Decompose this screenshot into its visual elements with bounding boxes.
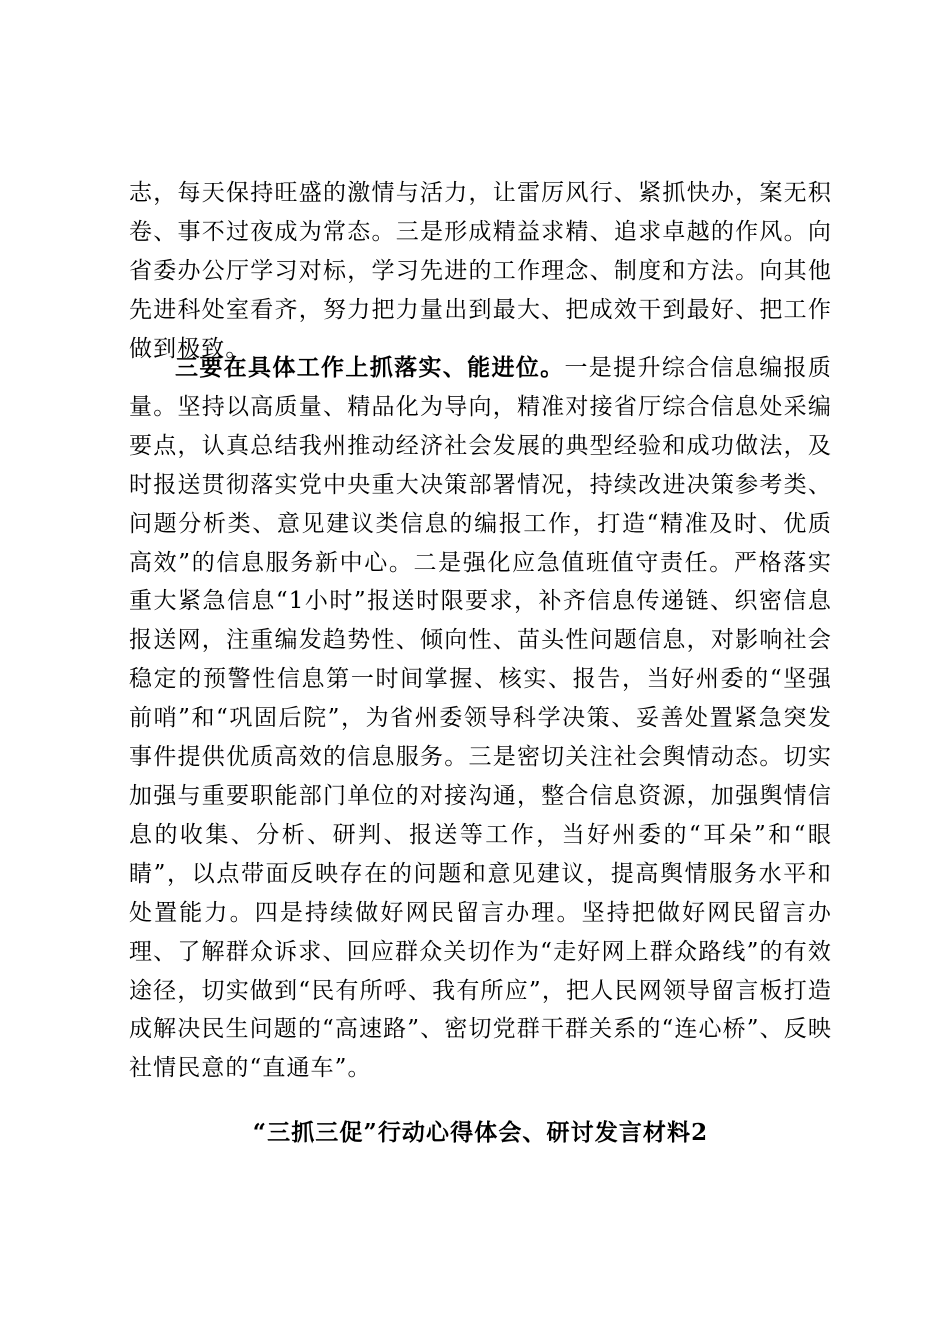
paragraph-lead-sentence: 三要在具体工作上抓落实、能进位。 (175, 354, 565, 381)
paragraph-body-text: 一是提升综合信息编报质量。坚持以高质量、精品化为导向，精准对接省厅综合信息处采编要点，认真总结我州推动经济社会发展的典型经验和成功做法，及时报送贯彻落实党中央重大决策部署情况，持续改进决策参考类、问题分析类、意见建议类信息的编报工作，打造“精准及时、优质高效”的信息服务新中心。二是强化应急值班值守责任。严格落实重大紧急信息“1小时”报送时限要求，补齐信息传递链、织密信息报送网，注重编发趋势性、倾向性、苗头性问题信息，对影响社会稳定的预警性信息第一时间掌握、核实、报告，当好州委的“坚强前哨”和“巩固后院”，为省州委领导科学决策、妥善处置紧急突发事件提供优质高效的信息服务。三是密切关注社会舆情动态。切实加强与重要职能部门单位的对接沟通，整合信息资源，加强舆情信息的收集、分析、研判、报送等工作，当好州委的“耳朵”和“眼睛”，以点带面反映存在的问题和意见建议，提高舆情服务水平和处置能力。四是持续做好网民留言办理。坚持把做好网民留言办理、了解群众诉求、回应群众关切作为“走好网上群众路线”的有效途径，切实做到“民有所呼、我有所应”，把人民网领导留言板打造成解决民生问题的“高速路”、密切党群干群关系的“连心桥”、反映社情民意的“直通车”。 (129, 355, 832, 1082)
body-paragraph-2 (129, 349, 832, 1088)
section-heading: “三抓三促”行动心得体会、研讨发言材料2 (252, 1119, 709, 1146)
body-paragraph-1: 志，每天保持旺盛的激情与活力，让雷厉风行、紧抓快办，案无积卷、事不过夜成为常态。三是形成精益求精、追求卓越的作风。向省委办公厅学习对标，学习先进的工作理念、制度和方法。向其他先进科处室看齐，努力把力量出到最大、把成效干到最好、把工作做到极致。 (129, 180, 832, 362)
